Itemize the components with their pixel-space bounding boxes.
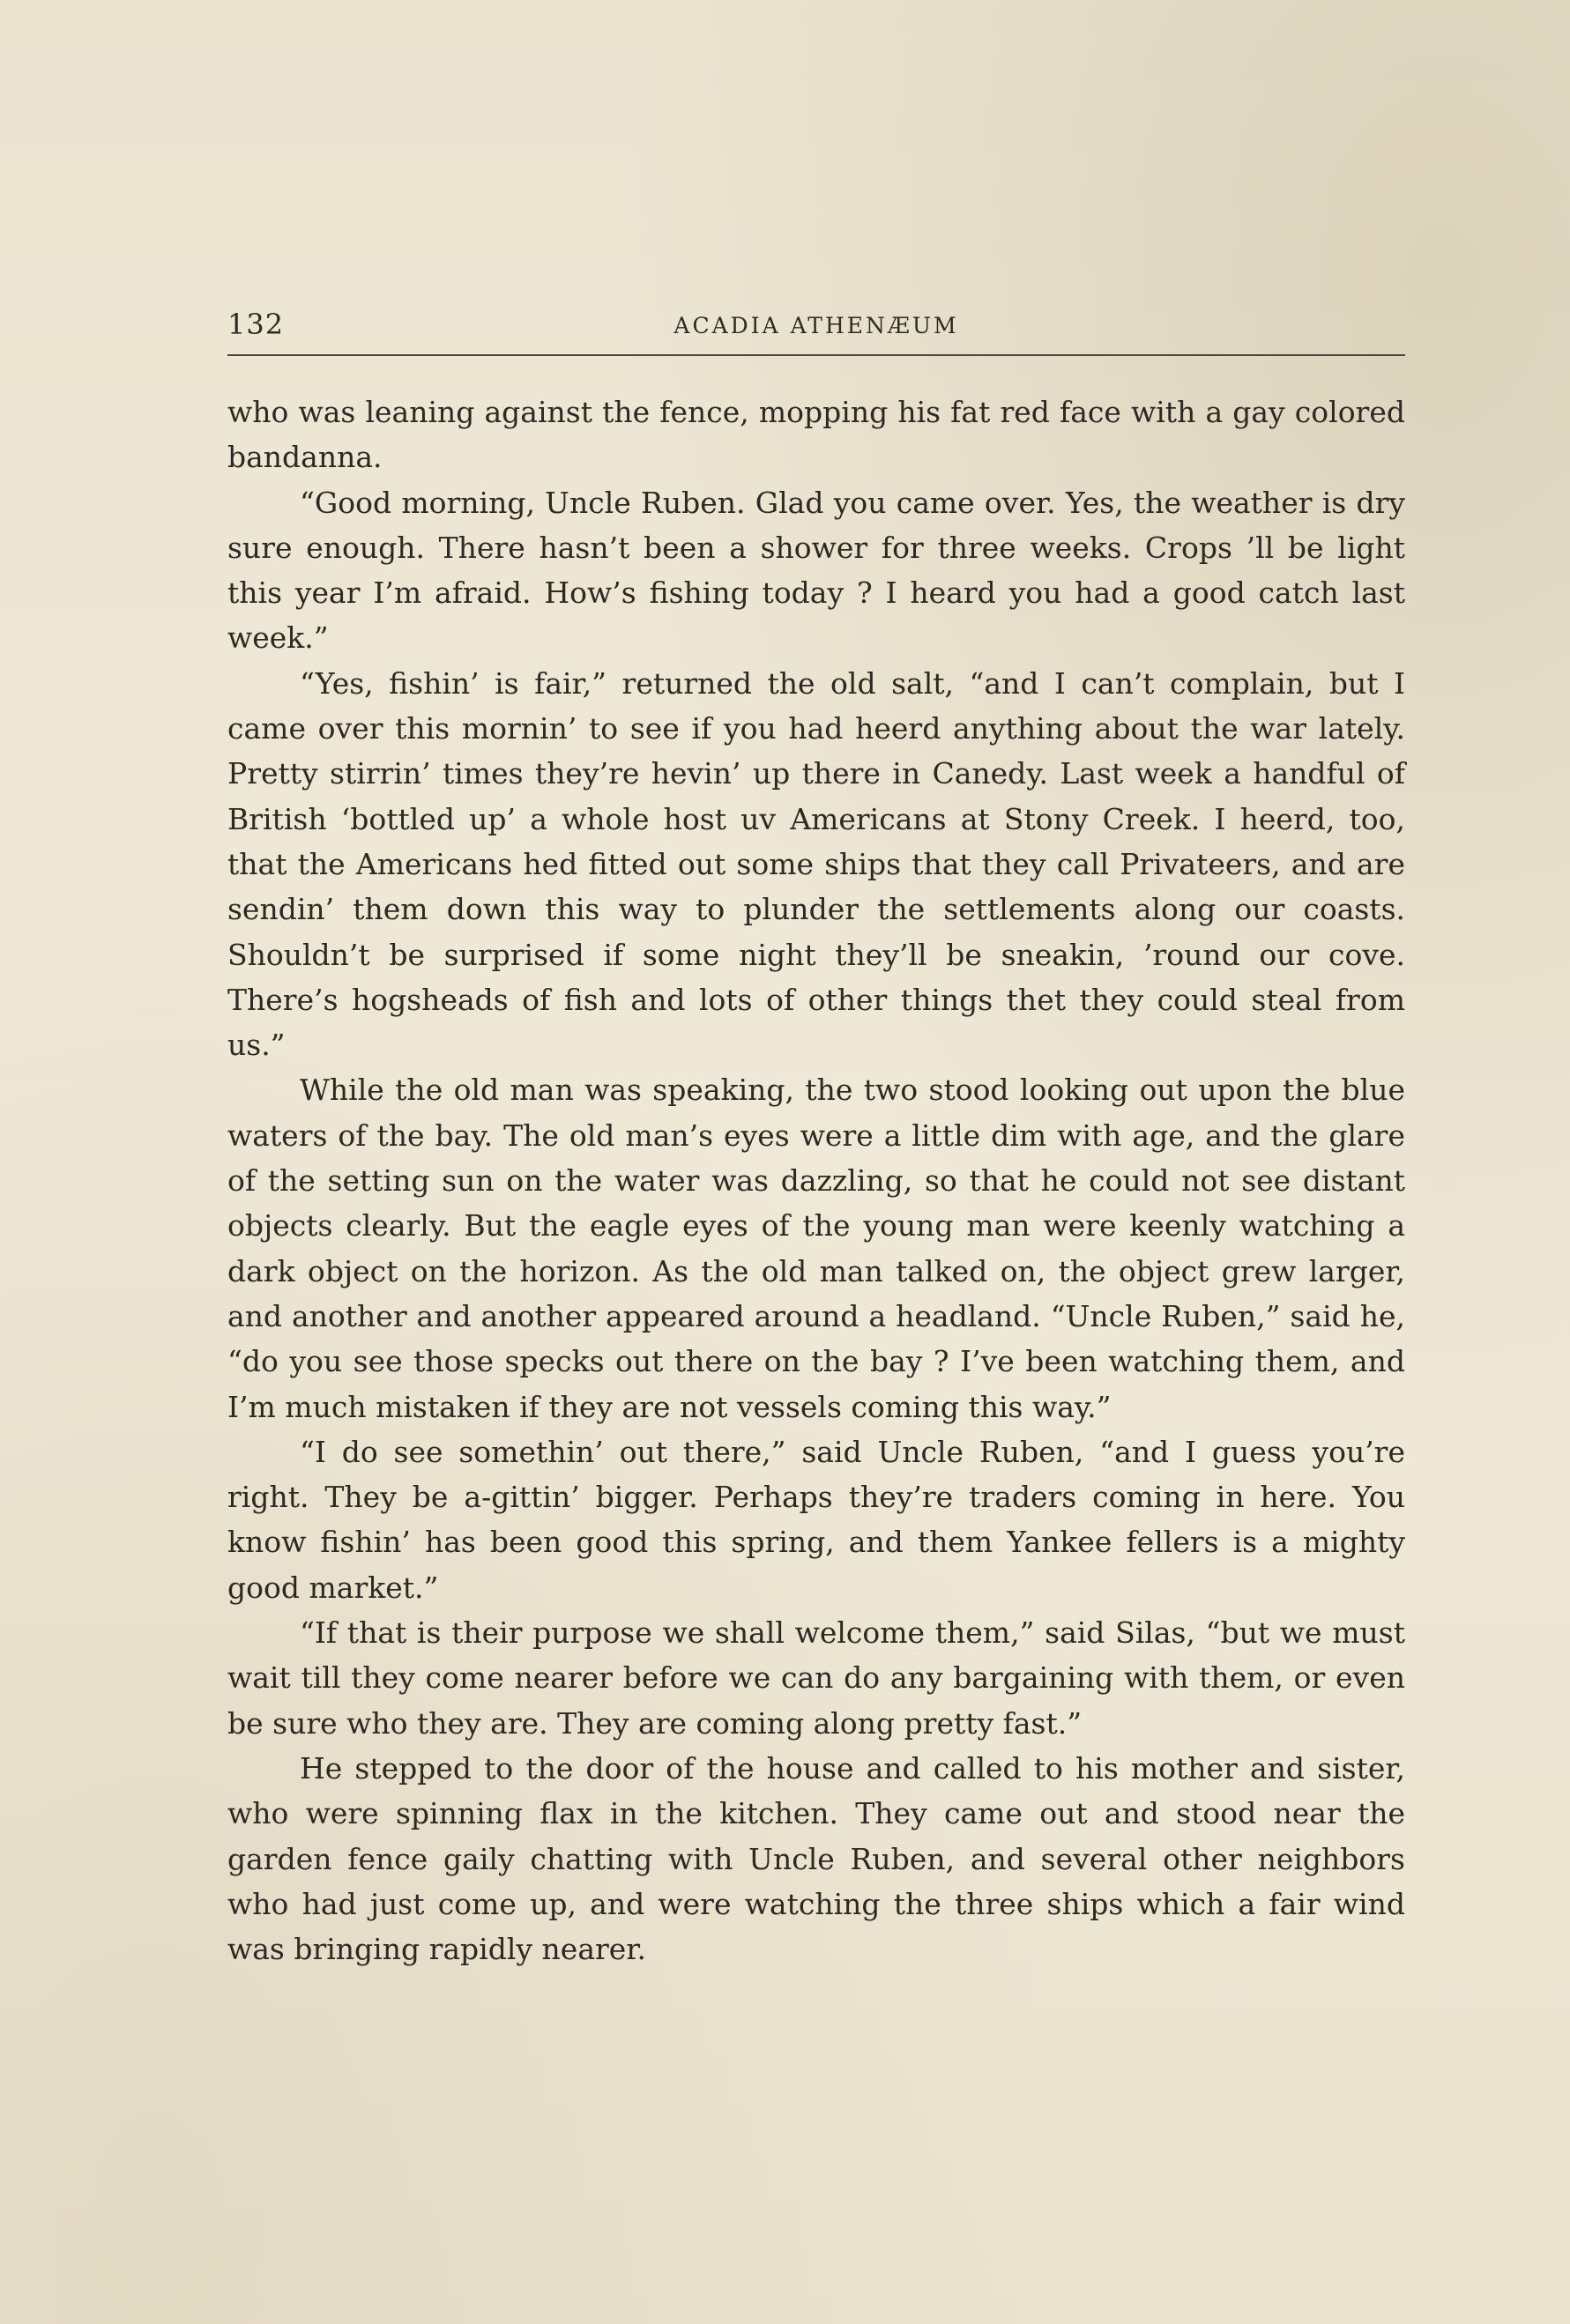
header-rule [227,354,1405,356]
journal-title: ACADIA ATHENÆUM [673,313,959,338]
paragraph: While the old man was speaking, the two stood looking out upon the blue waters of the bay. The old man’s eyes were a little dim with age, and the glare of the setting sun on the water was dazzling, so that he could not see distant objects clearly. But the eagle eyes of the young man were keenly watching a dark object on the horizon. As the old man talked on, the object grew larger, and another and another appeared around a headland. “Uncle Ruben,” said he, “do you see those specks out there on the bay ? I’ve been watching them, and I’m much mistaken if they are not vessels coming this way.” [227,1073,1405,1424]
paragraph: “Yes, fishin’ is fair,” returned the old salt, “and I can’t complain, but I came over this mornin’ to see if you had heerd anything about the war lately. Pretty stirrin’ times they’re hevin’ up there in Canedy. Last week a handful of British ‘bottled up’ a whole host uv Americans at Stony Creek. I heerd, too, that the Americans hed fitted out some ships that they call Privateers, and are sendin’ them down this way to plunder the settlements along our coasts. Shouldn’t be surprised if some night they’ll be sneakin, ’round our cove. There’s hogsheads of fish and lots of other things thet they could steal from us.” [227,665,1405,1063]
paragraph-continued: who was leaning against the fence, mopping his fat red face with a gay colored bandanna. [227,395,1405,475]
paragraph: “Good morning, Uncle Ruben. Glad you came over. Yes, the weather is dry sure enough. There hasn’t been a shower for three weeks. Crops ’ll be light this year I’m afraid. How’s fishing today ? I heard you had a good catch last week.” [227,485,1405,656]
running-head [227,304,1405,348]
page-number: 132 [227,308,285,341]
paragraph: “I do see somethin’ out there,” said Uncle Ruben, “and I guess you’re right. They be a-gittin’ bigger. Perhaps they’re traders coming in here. You know fishin’ has been good this spring, and them Yankee fellers is a mighty good market.” [227,1434,1405,1605]
paragraph: He stepped to the door of the house and called to his mother and sister, who were spinning flax in the kitchen. They came out and stood near the garden fence gaily chatting with Uncle Ruben, and several other neighbors who had just come up, and were watching the three ships which a fair wind was bringing rapidly nearer. [227,1750,1405,1967]
paragraph: “If that is their purpose we shall welcome them,” said Silas, “but we must wait till they come nearer before we can do any bargaining with them, or even be sure who they are. They are coming along pretty fast.” [227,1615,1405,1741]
body-text [227,390,1405,1971]
